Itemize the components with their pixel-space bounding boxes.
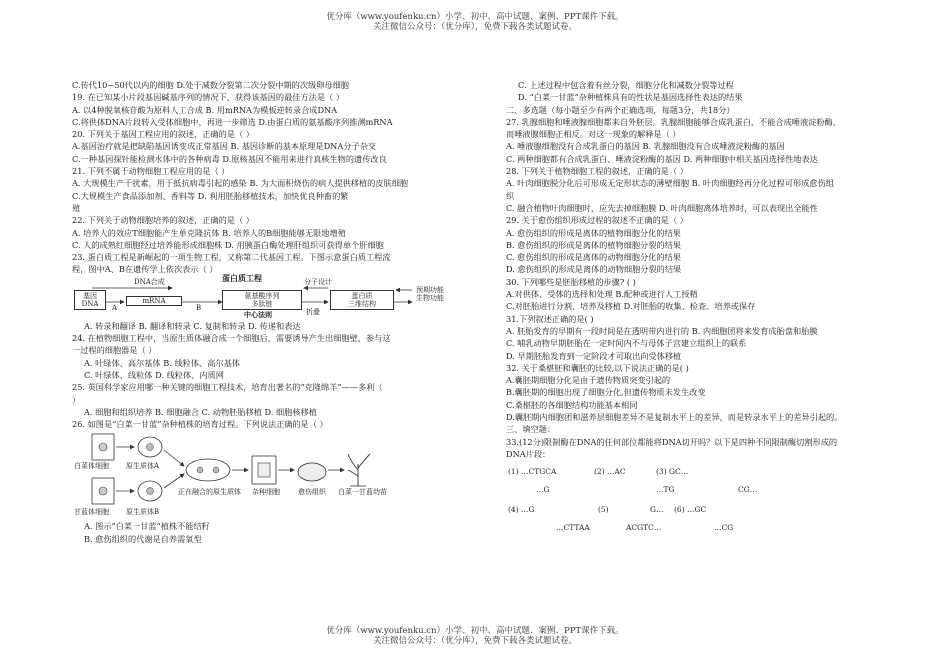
question-25: 25. 英国科学家应用哪一种关键的细胞工程技术，培育出著名的“克隆绵羊”——多利（ xyxy=(72,382,383,393)
dna-synthesis-label: DNA合成 xyxy=(134,277,165,286)
text-line: 而唾液腺细胞正相反。对这一现象的解释是（ ） xyxy=(506,129,681,140)
protoplast-a-label: 原生质体A xyxy=(126,462,160,471)
fusing-protoplast xyxy=(186,459,230,481)
text-line: C. 两种细胞都有合成乳蛋白、唾液淀粉酶的基因 D. 两种细胞中相关基因选择性地表达 xyxy=(506,153,818,164)
text-line: C. 哺乳动物早期胚胎在一定时间内不与母体子宫建立组织上的联系 xyxy=(506,338,747,349)
question-20: 20. 下列关于基因工程应用的叙述，正确的是（ ） xyxy=(72,129,254,140)
fragment-5-top: G… xyxy=(650,505,664,515)
text-line: C.对胚胎进行分割、培养及移植 D.对胚胎的收集、检查、培养或保存 xyxy=(506,301,756,312)
kale-cell-label: 甘蓝体细胞 xyxy=(74,508,109,517)
text-line: B.囊胚期的细胞出现了细胞分化,但遗传物质未发生改变 xyxy=(506,387,706,398)
text-line: C.传代10~50代以内的细胞 D.处于减数分裂第二次分裂中期的次级卵母细胞 xyxy=(72,80,349,90)
fragment-2-bottom: …TG xyxy=(656,485,675,495)
fragment-6: (6) …GC xyxy=(674,505,707,515)
fragment-2: (2) …AC xyxy=(594,467,626,477)
page-header xyxy=(0,12,950,32)
fragment-1-bottom: …G xyxy=(536,485,550,495)
fragment-4-bottom: …CTTAA xyxy=(556,523,590,533)
callus xyxy=(298,463,326,481)
text-line: A. 以4种脱氧核苷酸为原料人工合成 B. 用mRNA为模板逆转录合成DNA xyxy=(72,104,338,115)
text-line: A.囊胚期细胞分化是由于遗传物质突变引起的 xyxy=(506,375,671,386)
text-line: C.将供体DNA片段转入受体细胞中，再进一步筛选 D.由蛋白质的氨基酸序列推测mRNA xyxy=(72,116,393,127)
question-28: 28. 下列关于植物细胞工程的叙述，正确的是（ ） xyxy=(506,166,688,177)
text-line: ） xyxy=(72,394,81,405)
footer-line-2: 关注微信公众号：（优分库），免费下载各类试题试卷。 xyxy=(372,636,577,646)
text-line: D. 愈伤组织的形成是离体的动物细胞分裂的结果 xyxy=(506,264,682,275)
text-line: DNA片段： xyxy=(506,448,551,459)
fragment-5: (5) xyxy=(598,505,609,515)
fusing-label: 正在融合的原生质体 xyxy=(178,488,241,497)
text-line: C.桑椹胚的各细胞结构功能基本相同 xyxy=(506,399,638,410)
fragment-1: (1) …CTGCA xyxy=(508,467,557,477)
fragment-3-bottom: CG… xyxy=(738,485,758,495)
text-line: A. 愈伤组织的形成是离体的植物细胞分化的结果 xyxy=(506,227,681,238)
section-heading: 三、填空题： xyxy=(506,424,556,435)
text-line: B. 愈伤组织的形成是离体的植物细胞分裂的结果 xyxy=(506,239,681,250)
text-line: A. 叶绿体、高尔基体 B. 线粒体、高尔基体 xyxy=(84,357,240,368)
label-b: B xyxy=(196,303,202,312)
seedling xyxy=(348,454,370,486)
text-line: C.一种基因探针能检测水体中的各种病毒 D.原核基因不能用来进行真核生物的遗传改良 xyxy=(72,153,387,164)
text-line: A. 胚胎发育的早期有一段时间是在透明带内进行的 B. 内细胞团将来发育成胎盘和胎膜 xyxy=(506,325,818,336)
text-line: C. 愈伤组织的形成是离体的动物细胞分化的结果 xyxy=(506,252,681,263)
fragment-4: (4) …G xyxy=(508,505,535,515)
text-line: D.囊胚期内细胞团和滋养层细胞差异不是复制水平上的差异，而是转录水平上的差异引起的。 xyxy=(506,412,843,423)
expected-function-label: 预期功能 生物功能 xyxy=(416,285,444,302)
text-line: A. 培养人的效应T细胞能产生单克隆抗体 B. 培养人的B细胞能够无限地增殖 xyxy=(72,227,346,238)
text-line: 殖 xyxy=(72,202,81,213)
page-footer xyxy=(0,626,950,646)
text-line: 一过程的细胞器是（ ） xyxy=(72,345,157,356)
text-line: D. “白菜一甘蓝”杂种植株具有的性状是基因选择性表达的结果 xyxy=(518,92,743,103)
left-column xyxy=(72,79,482,545)
dna-fragments xyxy=(506,460,926,540)
fragment-3: (3) GC… xyxy=(656,467,689,477)
header-line-2: 关注微信公众号：（优分库），免费下载各类试题试卷。 xyxy=(372,22,577,32)
seedling-label: 白菜一甘蓝幼苗 xyxy=(338,488,387,497)
text-line: 程，图中A、B在遗传学上依次表示（ ） xyxy=(72,264,218,275)
text-line: D. 早期胚胎发育到一定阶段才可取出向受体移植 xyxy=(506,350,682,361)
text-line: A. 叶肉细胞脱分化后可形成无定形状态的薄壁细胞 B. 叶肉细胞经再分化过程可形成愈伤组 xyxy=(506,178,834,189)
text-line: A.对供体、受体的选择和处理 B.配种或进行人工授精 xyxy=(506,289,698,300)
text-line: C. 人的成熟红细胞经过培养能形成细胞株 D. 用胰蛋白酶处理肝组织可获得单个肝细胞 xyxy=(72,239,384,250)
text-line: C. 上述过程中包含着有丝分裂，细胞分化和减数分裂等过程 xyxy=(518,80,734,90)
question-29: 29. 关于愈伤组织形成过程的叙述不正确的是（ ） xyxy=(506,215,688,226)
fragment-5-bottom: ACGTC… xyxy=(626,523,662,533)
footer-line-1: 优分库（www.youfenku.cn）小学、初中、高中试题、案例、PPT课件下载。 xyxy=(326,626,624,636)
question-31: 31.下列叙述正确的是( ) xyxy=(506,313,594,324)
fragment-6-bottom: …CG xyxy=(714,523,734,533)
label-a: A xyxy=(112,303,118,312)
question-22: 22. 下列关于动物细胞培养的叙述，正确的是（ ） xyxy=(72,215,254,226)
gene-dna-box: 基因 DNA xyxy=(74,290,106,310)
question-23: 23. 蛋白质工程是新崛起的一项生物工程，又称第二代基因工程。下图示意蛋白质工程流 xyxy=(72,252,391,263)
central-dogma-label: 中心法则 xyxy=(244,309,272,319)
protein-engineering-diagram xyxy=(72,272,482,320)
text-line: A. 唾液腺细胞没有合成乳蛋白的基因 B. 乳腺细胞没有合成唾液淀粉酶的基因 xyxy=(506,141,785,152)
header-line-1: 优分库（www.youfenku.cn）小学、初中、高中试题、案例、PPT课件下载。 xyxy=(326,12,624,22)
molecular-design-label: 分子设计 xyxy=(304,277,332,286)
text-line: A. 大规模生产干扰素，用于抵抗病毒引起的感染 B. 为大面积烧伤的病人提供移植的皮肤细胞 xyxy=(72,178,409,189)
text-line: C. 融合植物叶肉细胞时，应先去掉细胞膜 D. 叶肉细胞离体培养时，可以表现出全能性 xyxy=(506,202,818,213)
question-26: 26. 如图是“白菜一甘蓝”杂种植株的培育过程。下列说法正确的是（ ） xyxy=(72,419,328,430)
question-24: 24. 在植物细胞工程中，当原生质体融合成一个细胞后，需要诱导产生出细胞壁，参与这 xyxy=(72,333,391,344)
section-heading: 二、多选题（每小题至少有两个正确选项，每题3分，共18分） xyxy=(506,104,735,115)
hybrid-cell-label: 杂种细胞 xyxy=(252,488,280,497)
question-33: 33.(12分)限制酶在DNA的任何部位都能将DNA切开吗？以下是四种不同限制酶切割形成的 xyxy=(506,436,838,447)
question-21: 21. 下列不属于动物细胞工程应用的是（ ） xyxy=(72,166,230,177)
question-30: 30. 下列哪些是胚胎移植的步骤? ( ) xyxy=(506,276,636,287)
text-line: A. 图示“白菜一甘蓝”植株不能结籽 xyxy=(84,521,210,532)
text-line: C.大规模生产食品添加剂、香料等 D. 利用胚胎移植技术，加快优良种畜的繁 xyxy=(72,190,349,201)
text-line: C. 叶绿体、线粒体 D. 线粒体、内质网 xyxy=(84,369,224,380)
text-line: A. 转录和翻译 B. 翻译和转录 C. 复制和转录 D. 传递和表达 xyxy=(84,320,301,331)
text-line: A.基因治疗就是把缺陷基因诱变成正常基因 B. 基因诊断的基本原理是DNA分子杂交 xyxy=(72,141,376,152)
text-line: 织 xyxy=(506,190,515,201)
question-27: 27. 乳腺细胞和唾液腺细胞都来自外胚层。乳腺细胞能够合成乳蛋白，不能合成唾液淀粉酶， xyxy=(506,116,841,127)
protoplast-b-label: 原生质体B xyxy=(126,508,160,517)
text-line: A. 细胞和组织培养 B. 细胞融合 C. 动物胚胎移植 D. 细胞核移植 xyxy=(84,406,317,417)
cabbage-cell-label: 白菜体细胞 xyxy=(74,462,109,471)
callus-label: 愈伤组织 xyxy=(298,488,326,497)
hybrid-plant-diagram xyxy=(72,430,482,520)
question-32: 32. 关于桑椹胚和囊胚的比较,以下说法正确的是( ) xyxy=(506,362,689,373)
hybrid-flow xyxy=(72,430,402,520)
text-line: B. 愈伤组织的代谢是自养需氧型 xyxy=(84,533,202,544)
mrna-box: mRNA xyxy=(126,296,182,306)
fold-label: 折叠 xyxy=(306,307,320,316)
diagram-title: 蛋白质工程 xyxy=(222,272,262,283)
question-19: 19. 在已知某小片段基因碱基序列的情况下，获得该基因的最佳方法是（ ） xyxy=(72,92,345,103)
amino-acid-box: 氨基酸序列 多肽链 xyxy=(222,290,302,310)
right-column xyxy=(506,79,926,540)
protein-structure-box: 蛋白质 三维结构 xyxy=(330,290,394,310)
